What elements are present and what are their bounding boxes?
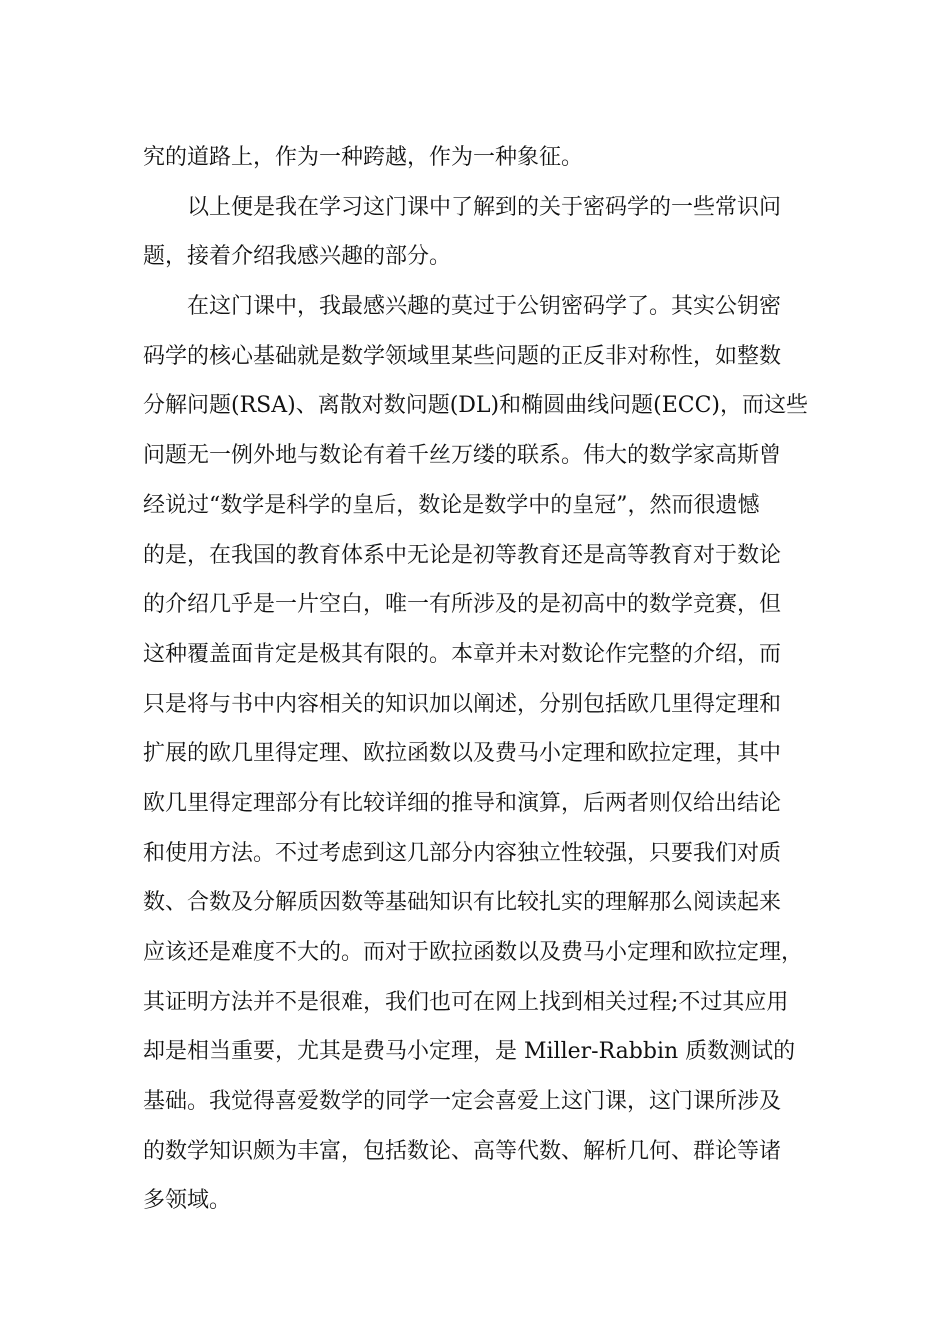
text-line: 的是，在我国的教育体系中无论是初等教育还是高等教育对于数论	[143, 542, 782, 568]
text-line: 题，接着介绍我感兴趣的部分。	[143, 244, 452, 270]
text-line: 的数学知识颇为丰富，包括数论、高等代数、解析几何、群论等诸	[143, 1138, 782, 1164]
text-line: 究的道路上，作为一种跨越，作为一种象征。	[143, 145, 584, 170]
text-line: 扩展的欧几里得定理、欧拉函数以及费马小定理和欧拉定理，其中	[143, 741, 782, 767]
text-line: 数、合数及分解质因数等基础知识有比较扎实的理解那么阅读起来	[143, 890, 782, 916]
text-line: 只是将与书中内容相关的知识加以阐述，分别包括欧几里得定理和	[143, 691, 782, 717]
text-line: 和使用方法。不过考虑到这几部分内容独立性较强，只要我们对质	[143, 840, 782, 866]
text-line: 问题无一例外地与数论有着千丝万缕的联系。伟大的数学家高斯曾	[143, 443, 782, 469]
text-line: 其证明方法并不是很难，我们也可在网上找到相关过程;不过其应用	[143, 989, 789, 1015]
text-line: 却是相当重要，尤其是费马小定理，是 Miller-Rabbin 质数测试的	[143, 1039, 796, 1065]
text-line: 经说过“数学是科学的皇后，数论是数学中的皇冠”，然而很遗憾	[143, 492, 760, 518]
text-line: 分解问题(RSA)、离散对数问题(DL)和椭圆曲线问题(ECC)，而这些	[143, 393, 808, 419]
text-line: 的介绍几乎是一片空白，唯一有所涉及的是初高中的数学竞赛，但	[143, 592, 782, 618]
text-line: 多领域。	[143, 1188, 232, 1214]
text-line: 应该还是难度不大的。而对于欧拉函数以及费马小定理和欧拉定理，	[143, 940, 804, 965]
text-line: 欧几里得定理部分有比较详细的推导和演算，后两者则仅给出结论	[143, 790, 782, 816]
text-line: 基础。我觉得喜爱数学的同学一定会喜爱上这门课，这门课所涉及	[143, 1089, 782, 1115]
text-line: 以上便是我在学习这门课中了解到的关于密码学的一些常识问	[187, 194, 782, 220]
body-text	[143, 133, 815, 1226]
text-line: 这种覆盖面肯定是极其有限的。本章并未对数论作完整的介绍，而	[143, 641, 782, 667]
text-line: 码学的核心基础就是数学领域里某些问题的正反非对称性，如整数	[143, 343, 782, 369]
text-line: 在这门课中，我最感兴趣的莫过于公钥密码学了。其实公钥密	[187, 294, 782, 320]
